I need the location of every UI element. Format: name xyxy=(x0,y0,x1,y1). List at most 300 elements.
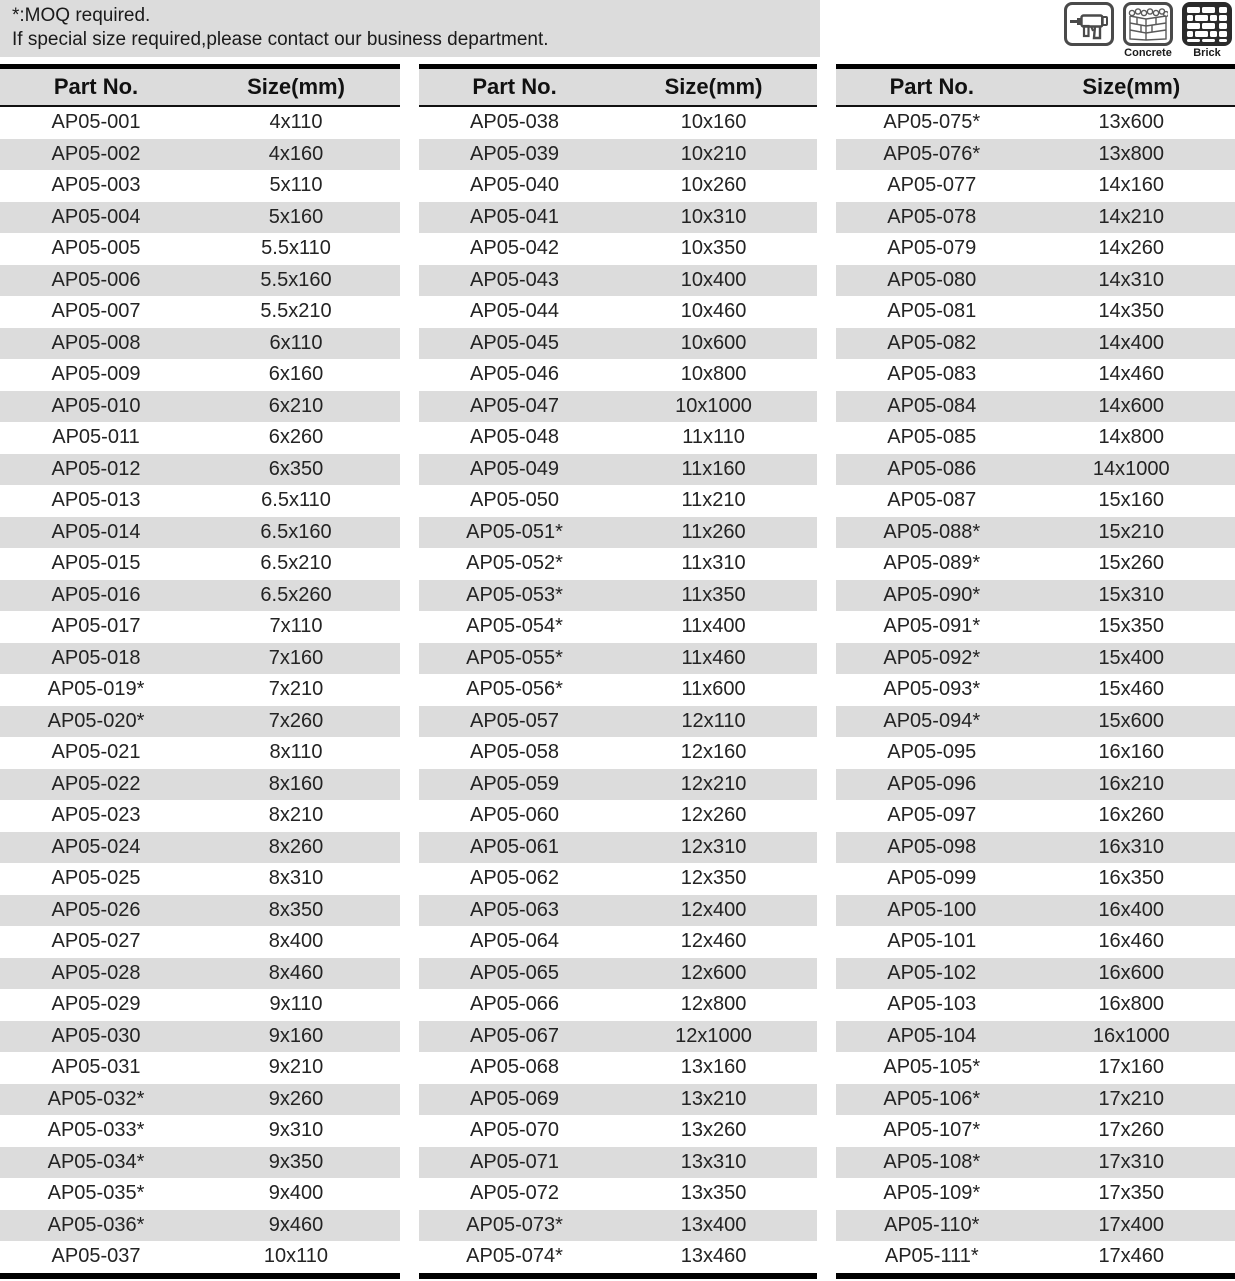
table-row xyxy=(0,737,400,769)
part-no-cell: AP05-006 xyxy=(0,265,192,297)
table-row xyxy=(0,1052,400,1084)
page-header xyxy=(0,0,1235,64)
part-no-cell: AP05-024 xyxy=(0,832,192,864)
table-row xyxy=(836,1241,1235,1276)
size-cell: 17x160 xyxy=(1098,1056,1165,1079)
table-row xyxy=(419,1052,817,1084)
brick-icon xyxy=(1182,2,1232,46)
size-cell: 11x460 xyxy=(610,643,817,675)
part-no-cell: AP05-080 xyxy=(836,265,1028,297)
size-cell: 13x460 xyxy=(680,1245,747,1268)
part-no-cell: AP05-092* xyxy=(836,643,1028,675)
size-cell: 10x460 xyxy=(680,300,747,323)
size-cell: 11x160 xyxy=(610,454,817,486)
part-no-cell: AP05-078 xyxy=(836,202,1028,234)
size-cell: 17x460 xyxy=(1098,1245,1165,1268)
part-no-cell: AP05-028 xyxy=(0,958,192,990)
part-no-cell: AP05-025 xyxy=(51,867,141,890)
concrete-label: Concrete xyxy=(1124,47,1172,59)
note-line-1: *:MOQ required. xyxy=(12,5,151,26)
size-cell: 11x600 xyxy=(681,678,746,701)
size-cell: 8x110 xyxy=(269,741,323,764)
size-cell: 6x350 xyxy=(192,454,400,486)
size-cell: 8x260 xyxy=(192,832,400,864)
table-row xyxy=(419,1178,817,1210)
size-cell: 16x210 xyxy=(1028,769,1235,801)
table-row xyxy=(419,895,817,927)
part-no-cell: AP05-076* xyxy=(836,139,1028,171)
size-cell: 10x350 xyxy=(680,237,747,260)
table-row xyxy=(836,1147,1235,1179)
table-row xyxy=(836,737,1235,769)
part-no-cell: AP05-045 xyxy=(419,328,610,360)
part-no-cell: AP05-027 xyxy=(51,930,141,953)
part-no-cell: AP05-098 xyxy=(836,832,1028,864)
table-row xyxy=(0,548,400,580)
table-row xyxy=(419,548,817,580)
table-row xyxy=(836,233,1235,265)
table-row xyxy=(419,737,817,769)
table-row xyxy=(836,580,1235,612)
size-cell: 14x800 xyxy=(1098,426,1165,449)
size-cell: 9x310 xyxy=(268,1119,324,1142)
table-row xyxy=(836,391,1235,423)
table-row xyxy=(419,1147,817,1179)
part-no-cell: AP05-002 xyxy=(0,139,192,171)
size-cell: 12x1000 xyxy=(610,1021,817,1053)
table-row xyxy=(0,454,400,486)
table-row xyxy=(836,202,1235,234)
table-row xyxy=(419,611,817,643)
table-row xyxy=(836,485,1235,517)
part-no-cell: AP05-007 xyxy=(51,300,141,323)
table-row xyxy=(0,391,400,423)
table-row xyxy=(0,580,400,612)
table-row xyxy=(419,170,817,202)
size-cell: 7x210 xyxy=(268,678,324,701)
part-no-cell: AP05-008 xyxy=(0,328,192,360)
size-cell: 8x160 xyxy=(192,769,400,801)
size-cell: 10x210 xyxy=(610,139,817,171)
size-cell: 9x260 xyxy=(192,1084,400,1116)
size-cell: 12x600 xyxy=(610,958,817,990)
table-row xyxy=(419,769,817,801)
part-no-cell: AP05-096 xyxy=(836,769,1028,801)
size-cell: 14x460 xyxy=(1098,363,1165,386)
table-row xyxy=(836,832,1235,864)
part-no-cell: AP05-048 xyxy=(470,426,559,449)
size-cell: 14x400 xyxy=(1028,328,1235,360)
size-cell: 7x110 xyxy=(269,615,323,638)
column-header: Part No. xyxy=(0,67,192,107)
size-cell: 12x160 xyxy=(680,741,747,764)
table-row xyxy=(0,170,400,202)
part-no-cell: AP05-105* xyxy=(883,1056,981,1079)
part-no-cell: AP05-091* xyxy=(883,615,981,638)
table-row xyxy=(0,1210,400,1242)
table-row xyxy=(0,895,400,927)
table-row xyxy=(419,328,817,360)
size-cell: 8x350 xyxy=(192,895,400,927)
size-cell: 9x400 xyxy=(268,1182,324,1205)
size-cell: 10x260 xyxy=(680,174,747,197)
size-cell: 7x160 xyxy=(192,643,400,675)
part-no-cell: AP05-005 xyxy=(51,237,141,260)
size-cell: 5.5x160 xyxy=(192,265,400,297)
size-cell: 9x350 xyxy=(192,1147,400,1179)
part-no-cell: AP05-033* xyxy=(47,1119,145,1142)
part-no-cell: AP05-075* xyxy=(883,111,981,134)
parts-tables xyxy=(0,64,1235,1279)
part-no-cell: AP05-009 xyxy=(51,363,141,386)
part-no-cell: AP05-022 xyxy=(0,769,192,801)
part-no-cell: AP05-108* xyxy=(836,1147,1028,1179)
column-header: Part No. xyxy=(419,67,610,107)
part-no-cell: AP05-031 xyxy=(51,1056,141,1079)
table-row xyxy=(0,359,400,391)
part-no-cell: AP05-040 xyxy=(470,174,559,197)
part-no-cell: AP05-037 xyxy=(51,1245,141,1268)
part-no-cell: AP05-085 xyxy=(887,426,977,449)
table-row xyxy=(836,296,1235,328)
parts-table-1 xyxy=(0,64,400,1279)
header-row xyxy=(836,67,1235,107)
size-cell: 17x260 xyxy=(1098,1119,1165,1142)
size-cell: 14x160 xyxy=(1098,174,1165,197)
part-no-cell: AP05-064 xyxy=(470,930,559,953)
part-no-cell: AP05-049 xyxy=(419,454,610,486)
part-no-cell: AP05-067 xyxy=(419,1021,610,1053)
size-cell: 6x110 xyxy=(192,328,400,360)
part-no-cell: AP05-051* xyxy=(419,517,610,549)
table-row xyxy=(0,863,400,895)
size-cell: 10x600 xyxy=(610,328,817,360)
size-cell: 12x260 xyxy=(680,804,747,827)
part-no-cell: AP05-106* xyxy=(836,1084,1028,1116)
size-cell: 13x350 xyxy=(680,1182,747,1205)
size-cell: 6.5x160 xyxy=(192,517,400,549)
part-no-cell: AP05-062 xyxy=(470,867,559,890)
table-row xyxy=(836,800,1235,832)
size-cell: 15x260 xyxy=(1098,552,1165,575)
part-no-cell: AP05-050 xyxy=(470,489,559,512)
size-cell: 13x310 xyxy=(610,1147,817,1179)
part-no-cell: AP05-094* xyxy=(836,706,1028,738)
part-no-cell: AP05-095 xyxy=(887,741,977,764)
size-cell: 14x1000 xyxy=(1028,454,1235,486)
part-no-cell: AP05-018 xyxy=(0,643,192,675)
brick-label: Brick xyxy=(1193,47,1221,59)
table-row xyxy=(0,296,400,328)
table-row xyxy=(0,422,400,454)
size-cell: 12x210 xyxy=(610,769,817,801)
size-cell: 10x800 xyxy=(680,363,747,386)
table-row xyxy=(836,706,1235,738)
part-no-cell: AP05-021 xyxy=(51,741,141,764)
size-cell: 5.5x210 xyxy=(260,300,332,323)
table-row xyxy=(419,958,817,990)
table-row xyxy=(0,769,400,801)
column-header: Size(mm) xyxy=(192,67,400,107)
part-no-cell: AP05-103 xyxy=(887,993,977,1016)
part-no-cell: AP05-073* xyxy=(419,1210,610,1242)
part-no-cell: AP05-111* xyxy=(884,1245,979,1268)
table-row xyxy=(0,328,400,360)
table-row xyxy=(419,517,817,549)
size-cell: 11x350 xyxy=(610,580,817,612)
part-no-cell: AP05-001 xyxy=(51,111,141,134)
size-cell: 10x110 xyxy=(263,1245,329,1268)
part-no-cell: AP05-004 xyxy=(0,202,192,234)
table-row xyxy=(836,454,1235,486)
size-cell: 10x1000 xyxy=(610,391,817,423)
size-cell: 5x160 xyxy=(192,202,400,234)
table-row xyxy=(0,1147,400,1179)
table-row xyxy=(0,926,400,958)
table-row xyxy=(0,485,400,517)
table-row xyxy=(419,926,817,958)
part-no-cell: AP05-047 xyxy=(419,391,610,423)
part-no-cell: AP05-039 xyxy=(419,139,610,171)
part-no-cell: AP05-016 xyxy=(0,580,192,612)
table-row xyxy=(419,106,817,139)
size-cell: 10x160 xyxy=(680,111,747,134)
part-no-cell: AP05-036* xyxy=(0,1210,192,1242)
table-row xyxy=(419,233,817,265)
size-cell: 17x210 xyxy=(1028,1084,1235,1116)
size-cell: 6.5x210 xyxy=(260,552,332,575)
size-cell: 13x210 xyxy=(610,1084,817,1116)
part-no-cell: AP05-071 xyxy=(419,1147,610,1179)
size-cell: 14x350 xyxy=(1098,300,1165,323)
part-no-cell: AP05-059 xyxy=(419,769,610,801)
part-no-cell: AP05-109* xyxy=(883,1182,981,1205)
part-no-cell: AP05-015 xyxy=(51,552,141,575)
column-header: Size(mm) xyxy=(610,67,817,107)
table-row xyxy=(836,674,1235,706)
table-row xyxy=(0,706,400,738)
parts-table-2 xyxy=(419,64,817,1279)
table-row xyxy=(836,643,1235,675)
size-cell: 8x460 xyxy=(192,958,400,990)
size-cell: 15x210 xyxy=(1028,517,1235,549)
size-cell: 11x210 xyxy=(681,489,746,512)
part-no-cell: AP05-100 xyxy=(836,895,1028,927)
table-row xyxy=(836,1052,1235,1084)
size-cell: 4x160 xyxy=(192,139,400,171)
size-cell: 16x1000 xyxy=(1028,1021,1235,1053)
table-row xyxy=(419,863,817,895)
size-cell: 16x400 xyxy=(1028,895,1235,927)
size-cell: 12x310 xyxy=(610,832,817,864)
part-no-cell: AP05-003 xyxy=(51,174,141,197)
table-row xyxy=(836,265,1235,297)
part-no-cell: AP05-023 xyxy=(51,804,141,827)
size-cell: 16x350 xyxy=(1098,867,1165,890)
size-cell: 15x400 xyxy=(1028,643,1235,675)
table-row xyxy=(836,611,1235,643)
table-row xyxy=(419,1210,817,1242)
part-no-cell: AP05-082 xyxy=(836,328,1028,360)
part-no-cell: AP05-101 xyxy=(887,930,977,953)
table-row xyxy=(836,1210,1235,1242)
table-row xyxy=(419,1241,817,1276)
part-no-cell: AP05-068 xyxy=(470,1056,559,1079)
part-no-cell: AP05-069 xyxy=(419,1084,610,1116)
legend-item-concrete xyxy=(1123,2,1173,60)
size-cell: 9x460 xyxy=(192,1210,400,1242)
part-no-cell: AP05-079 xyxy=(887,237,977,260)
table-row xyxy=(836,926,1235,958)
hammer-drill-icon xyxy=(1064,2,1114,46)
table-row xyxy=(836,1115,1235,1147)
part-no-cell: AP05-058 xyxy=(470,741,559,764)
table-row xyxy=(419,706,817,738)
legend-item-brick xyxy=(1182,2,1232,60)
table-row xyxy=(836,422,1235,454)
part-no-cell: AP05-038 xyxy=(470,111,559,134)
table-row xyxy=(419,359,817,391)
table-row xyxy=(419,800,817,832)
size-cell: 15x460 xyxy=(1098,678,1165,701)
table-row xyxy=(836,517,1235,549)
table-row xyxy=(0,265,400,297)
part-no-cell: AP05-074* xyxy=(466,1245,563,1268)
table-row xyxy=(836,958,1235,990)
part-no-cell: AP05-110* xyxy=(836,1210,1028,1242)
part-no-cell: AP05-066 xyxy=(470,993,559,1016)
table-row xyxy=(0,1115,400,1147)
part-no-cell: AP05-041 xyxy=(419,202,610,234)
size-cell: 7x260 xyxy=(192,706,400,738)
part-no-cell: AP05-072 xyxy=(470,1182,559,1205)
table-row xyxy=(836,1178,1235,1210)
part-no-cell: AP05-099 xyxy=(887,867,977,890)
part-no-cell: AP05-011 xyxy=(52,426,140,449)
column-header: Size(mm) xyxy=(1028,67,1235,107)
table-row xyxy=(836,863,1235,895)
size-cell: 6x260 xyxy=(268,426,324,449)
table-row xyxy=(419,454,817,486)
table-row xyxy=(836,989,1235,1021)
table-row xyxy=(419,202,817,234)
size-cell: 16x460 xyxy=(1098,930,1165,953)
size-cell: 11x260 xyxy=(610,517,817,549)
table-row xyxy=(419,139,817,171)
size-cell: 11x400 xyxy=(681,615,746,638)
size-cell: 6x210 xyxy=(192,391,400,423)
legend-item-drill xyxy=(1064,2,1114,60)
part-no-cell: AP05-032* xyxy=(0,1084,192,1116)
size-cell: 8x400 xyxy=(268,930,324,953)
table-row xyxy=(419,1115,817,1147)
table-row xyxy=(0,643,400,675)
table-row xyxy=(836,769,1235,801)
part-no-cell: AP05-093* xyxy=(883,678,981,701)
table-row xyxy=(836,895,1235,927)
size-cell: 5.5x110 xyxy=(261,237,331,260)
size-cell: 12x350 xyxy=(680,867,747,890)
application-legend xyxy=(1064,2,1232,60)
size-cell: 15x600 xyxy=(1028,706,1235,738)
table-row xyxy=(419,485,817,517)
part-no-cell: AP05-019* xyxy=(47,678,145,701)
part-no-cell: AP05-097 xyxy=(887,804,977,827)
size-cell: 9x210 xyxy=(268,1056,324,1079)
part-no-cell: AP05-065 xyxy=(419,958,610,990)
size-cell: 10x400 xyxy=(610,265,817,297)
size-cell: 12x460 xyxy=(680,930,747,953)
table-row xyxy=(419,422,817,454)
table-row xyxy=(836,359,1235,391)
part-no-cell: AP05-014 xyxy=(0,517,192,549)
size-cell: 11x110 xyxy=(682,426,745,449)
size-cell: 14x210 xyxy=(1028,202,1235,234)
part-no-cell: AP05-044 xyxy=(470,300,559,323)
table-row xyxy=(0,611,400,643)
size-cell: 9x110 xyxy=(269,993,323,1016)
part-no-cell: AP05-030 xyxy=(0,1021,192,1053)
moq-note xyxy=(0,0,820,57)
size-cell: 16x260 xyxy=(1098,804,1165,827)
table-row xyxy=(419,580,817,612)
table-row xyxy=(0,958,400,990)
table-row xyxy=(0,800,400,832)
size-cell: 12x800 xyxy=(680,993,747,1016)
part-no-cell: AP05-063 xyxy=(419,895,610,927)
part-no-cell: AP05-026 xyxy=(0,895,192,927)
part-no-cell: AP05-061 xyxy=(419,832,610,864)
size-cell: 13x160 xyxy=(680,1056,747,1079)
table-row xyxy=(419,989,817,1021)
part-no-cell: AP05-013 xyxy=(51,489,141,512)
part-no-cell: AP05-055* xyxy=(419,643,610,675)
column-header: Part No. xyxy=(836,67,1028,107)
part-no-cell: AP05-077 xyxy=(887,174,977,197)
part-no-cell: AP05-102 xyxy=(836,958,1028,990)
table-row xyxy=(836,328,1235,360)
size-cell: 16x800 xyxy=(1098,993,1165,1016)
part-no-cell: AP05-104 xyxy=(836,1021,1028,1053)
table-row xyxy=(0,1178,400,1210)
table-row xyxy=(419,1084,817,1116)
table-row xyxy=(0,674,400,706)
part-no-cell: AP05-107* xyxy=(883,1119,981,1142)
part-no-cell: AP05-017 xyxy=(51,615,141,638)
table-row xyxy=(836,1084,1235,1116)
table-row xyxy=(0,202,400,234)
part-no-cell: AP05-056* xyxy=(466,678,563,701)
part-no-cell: AP05-089* xyxy=(883,552,981,575)
part-no-cell: AP05-020* xyxy=(0,706,192,738)
size-cell: 16x160 xyxy=(1098,741,1165,764)
part-no-cell: AP05-070 xyxy=(470,1119,559,1142)
size-cell: 6.5x110 xyxy=(261,489,331,512)
part-no-cell: AP05-086 xyxy=(836,454,1028,486)
part-no-cell: AP05-087 xyxy=(887,489,977,512)
header-row xyxy=(419,67,817,107)
part-no-cell: AP05-054* xyxy=(466,615,563,638)
size-cell: 16x310 xyxy=(1028,832,1235,864)
part-no-cell: AP05-081 xyxy=(887,300,977,323)
table-row xyxy=(0,1241,400,1276)
part-no-cell: AP05-084 xyxy=(836,391,1028,423)
table-row xyxy=(0,1021,400,1053)
size-cell: 4x110 xyxy=(269,111,323,134)
table-row xyxy=(0,139,400,171)
size-cell: 8x210 xyxy=(268,804,324,827)
table-row xyxy=(836,106,1235,139)
